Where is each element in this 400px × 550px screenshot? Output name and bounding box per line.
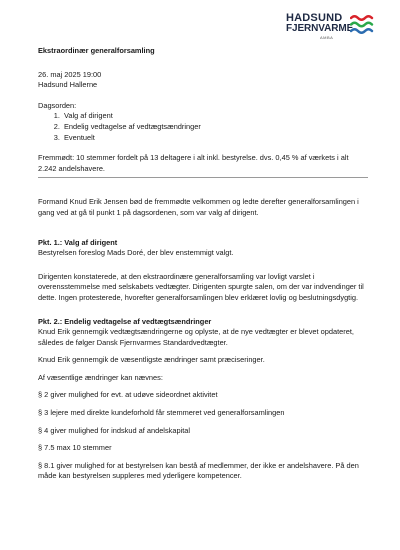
change-item: § 8.1 giver mulighed for at bestyrelsen kan bestå af medlemmer, der ikke er andelshavere. På den måde kan bestyrelsen suppleres med yderligere kompetencer. xyxy=(38,460,359,481)
change-item: § 2 giver mulighed for evt. at udøve sideordnet aktivitet xyxy=(38,390,218,400)
logo-line-2: FJERNVARME xyxy=(286,23,354,34)
document-title: Ekstraordinær generalforsamling xyxy=(38,46,155,55)
intro-paragraph: Formand Knud Erik Jensen bød de fremmødte velkommen og ledte derefter generalforsamlingen i gang ved at gå til punkt 1 på dagsordenen, som var valg af dirigent. xyxy=(38,197,359,217)
heat-waves-icon xyxy=(350,14,376,36)
agenda-label: Dagsorden: xyxy=(38,100,77,110)
company-logo xyxy=(286,12,376,46)
agenda-list xyxy=(38,111,368,143)
change-item: § 7.5 max 10 stemmer xyxy=(38,443,112,453)
pkt1-text: Bestyrelsen foreslog Mads Doré, der blev enstemmigt valgt. xyxy=(38,248,234,258)
pkt2-heading: Pkt. 2.: Endelig vedtagelse af vedtægtsændringer xyxy=(38,316,212,326)
meeting-datetime: 26. maj 2025 19:00 xyxy=(38,69,102,79)
agenda-item: 1. Valg af dirigent xyxy=(62,111,368,122)
change-item: § 4 giver mulighed for indskud af andelskapital xyxy=(38,425,191,435)
pkt1-heading: Pkt. 1.: Valg af dirigent xyxy=(38,237,118,247)
document-body xyxy=(38,44,368,482)
agenda-item: 2. Endelig vedtagelse af vedtægtsændringer xyxy=(62,122,368,133)
agenda-item: 3. Eventuelt xyxy=(62,133,368,144)
attendance-text: Fremmødt: 10 stemmer fordelt på 13 deltagere i alt inkl. bestyrelse. dvs. 0,45 % af værkets i alt 2.242 andelshavere. xyxy=(38,153,349,173)
logo-line-3: AMBA xyxy=(320,35,334,40)
pkt2-text-2: Knud Erik gennemgik de væsentligste ændringer samt præciseringer. xyxy=(38,355,265,365)
change-item: § 3 lejere med direkte kundeforhold får stemmeret ved generalforsamlingen xyxy=(38,408,285,418)
logo-line-1: HADSUND xyxy=(286,12,343,24)
pkt1-text-2: Dirigenten konstaterede, at den ekstraordinære generalforsamling var lovligt varslet i overensstemmelse med selskabets vedtægter. Dirigenten spurgte salen, om der var indvendinger til dette. Ingen protesterede, hvorefter generalforsamlingen blev erklæret lovlig og beslutningsdygtig. xyxy=(38,271,364,302)
meeting-location: Hadsund Hallerne xyxy=(38,80,98,90)
pkt2-text-3: Af væsentlige ændringer kan nævnes: xyxy=(38,372,163,382)
pkt2-text: Knud Erik gennemgik vedtægtsændringerne og oplyste, at de nye vedtægter er blevet opdateret, således de følger Dansk Fjernvarmes Standardvedtægter. xyxy=(38,327,354,347)
